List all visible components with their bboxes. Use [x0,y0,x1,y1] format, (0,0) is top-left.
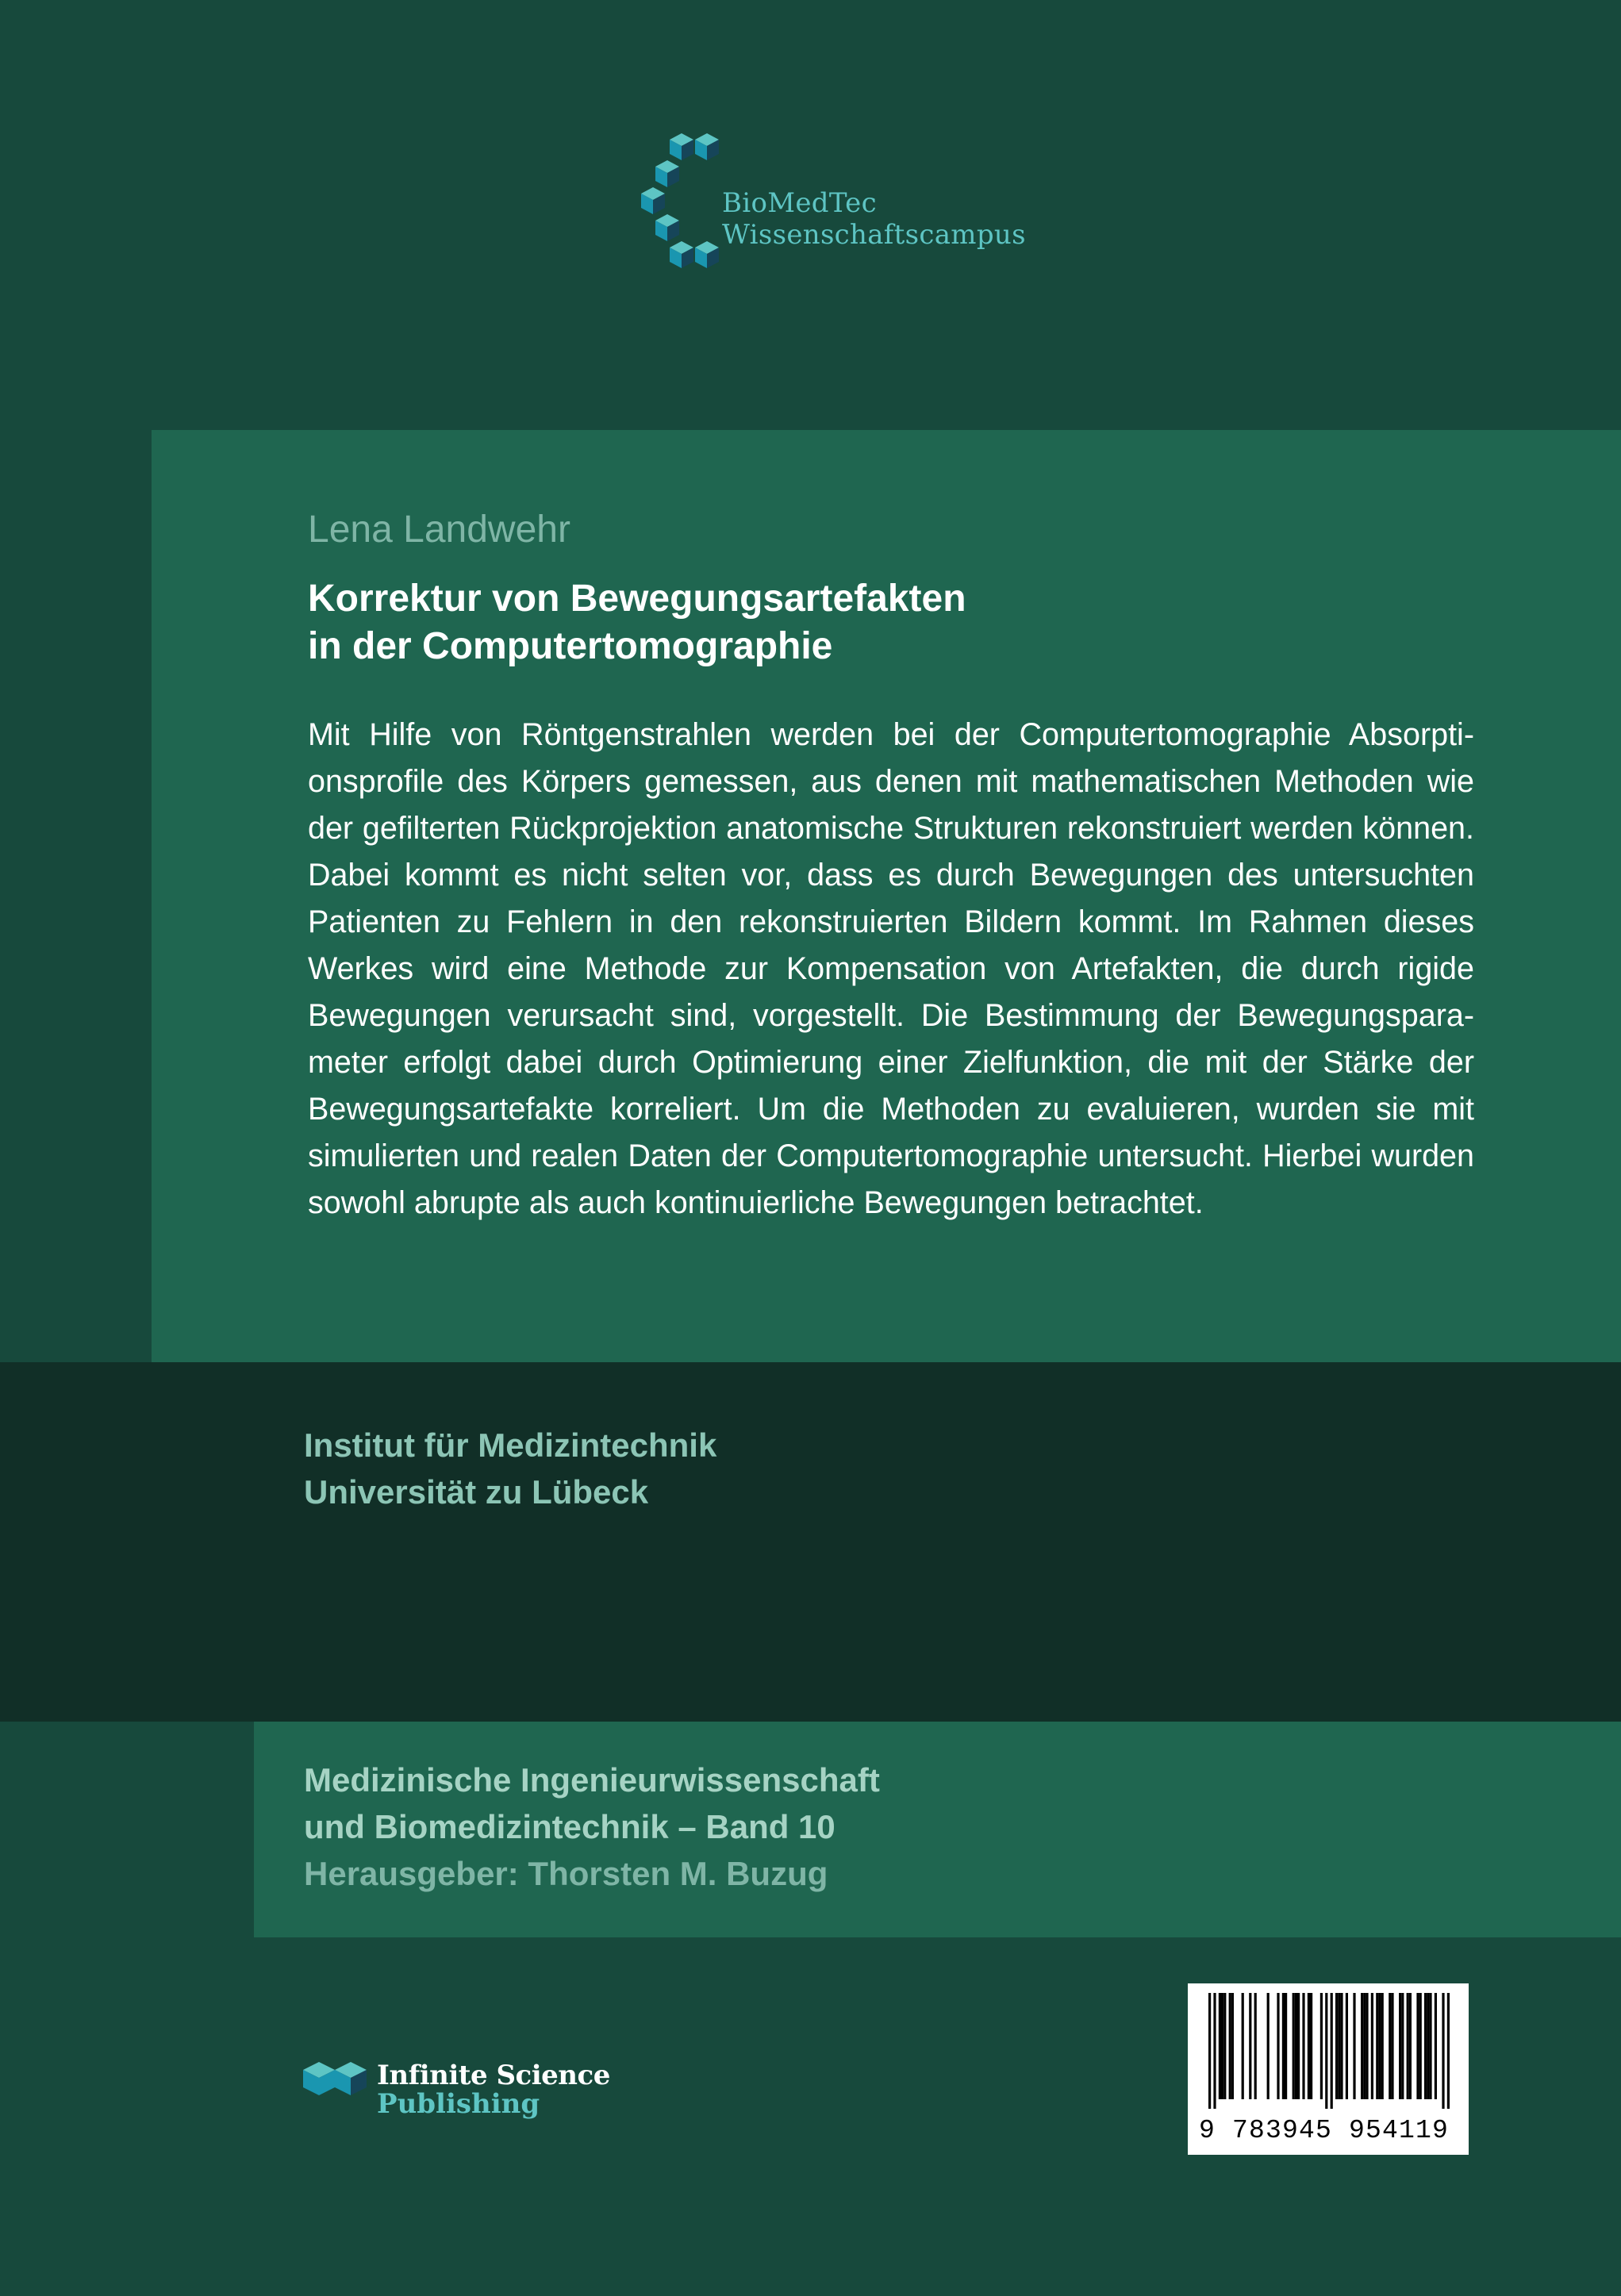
barcode-bar [1447,1993,1450,2109]
barcode-bar [1277,1993,1279,2099]
barcode-bar [1381,1993,1384,2099]
book-title [308,575,966,670]
barcode-bar [1435,1993,1437,2099]
barcode-bar [1229,1993,1231,2099]
barcode-bar [1282,1993,1285,2099]
barcode-bar [1221,1993,1223,2099]
barcode-bar [1208,1993,1211,2109]
institution-band [0,1362,1621,1722]
biomedtec-logo [638,132,1051,290]
barcode-bar [1346,1993,1348,2099]
publisher-logo [303,2059,636,2122]
barcode-bar [1371,1993,1373,2099]
infinite-science-mark-icon [303,2059,367,2100]
institution-line-2: Universität zu Lübeck [304,1473,649,1511]
barcode-bar [1302,1993,1304,2099]
barcode-bar [1378,1993,1381,2099]
isbn-barcode [1188,1983,1469,2155]
barcode-bar [1320,1993,1323,2099]
barcode-bar [1366,1993,1368,2099]
barcode-bar [1353,1993,1355,2099]
barcode-bar [1416,1993,1419,2099]
barcode-bar [1249,1993,1251,2099]
logo-cubes [641,133,719,268]
series-editor: Herausgeber: Thorsten M. Buzug [304,1855,828,1892]
biomedtec-campus-name: Wissenschaftscampus [722,219,1026,251]
institution [304,1422,716,1515]
publisher-name: Infinite Science [377,2060,610,2091]
barcode-bar [1338,1993,1340,2099]
biomedtec-wordmark [722,187,1026,251]
barcode-bar [1267,1993,1270,2099]
barcode-bar [1297,1993,1300,2099]
biomedtec-name: BioMedTec [722,187,877,219]
barcode-bar [1442,1993,1444,2109]
barcode-bar [1376,1993,1378,2099]
barcode-bar [1391,1993,1393,2099]
barcode-bar [1231,1993,1234,2099]
abstract-text: Mit Hilfe von Röntgenstrahlen werden bei der Computertomographie Absorptionsprofile des Körpers gemessen, aus denen mit mathematischen Methoden wie der gefilterten Rückprojektion anatomische Strukturen rekonstruiert werden können. Dabei kommt es nicht selten vor, dass es durch Bewegungen des untersuchten Patienten zu Fehlern in den rekonstruierten Bildern kommt. Im Rahmen dieses Werkes wird eine Methode zur Kompensation von Artefakten, die durch rigide Bewegungen verursacht sind, vorgestellt. Die Bestimmung der Bewegungsparameter erfolgt dabei durch Optimierung einer Zielfunktion, die mit der Stärke der Bewegungsartefakte korreliert. Um die Methoden zu evaluieren, wurden sie mit simulierten und realen Daten der Computertomographie untersucht. Hierbei wurden sowohl abrupte als auch kontinuierliche Bewegungen betrachtet. [308,717,1474,1220]
barcode-bar [1429,1993,1431,2099]
barcode-bar [1213,1993,1216,2109]
barcode-bar [1389,1993,1391,2099]
barcode-bar [1335,1993,1338,2099]
isbn-number: 9 783945 954119 [1199,2116,1450,2145]
barcode-bar [1399,1993,1401,2099]
barcode-bar [1409,1993,1412,2099]
barcode-bar [1295,1993,1297,2099]
barcode-bar [1325,1993,1327,2109]
barcode-bar [1427,1993,1429,2099]
barcode-bar [1363,1993,1366,2099]
barcode-bar [1407,1993,1409,2099]
barcode-bar [1285,1993,1287,2099]
barcode-bar [1419,1993,1422,2099]
author-name: Lena Landwehr [308,509,570,551]
barcode-bar [1310,1993,1312,2099]
barcode-bars [1197,1993,1459,2114]
institution-line-1: Institut für Medizintechnik [304,1426,717,1464]
barcode-bar [1340,1993,1343,2099]
barcode-bar [1254,1993,1257,2099]
title-line-2: in der Computertomographie [308,625,833,667]
barcode-bar [1242,1993,1244,2099]
barcode-bar [1219,1993,1221,2099]
barcode-bar [1293,1993,1295,2099]
barcode-bar [1424,1993,1427,2099]
barcode-bar [1223,1993,1226,2099]
series-line-2: und Biomedizintechnik – Band 10 [304,1808,835,1845]
series-info [304,1757,880,1897]
series-line-1: Medizinische Ingenieurwissenschaft [304,1761,880,1799]
barcode-bar [1331,1993,1333,2109]
barcode-bar [1361,1993,1363,2099]
publisher-subtitle: Publishing [377,2088,540,2120]
title-line-1: Korrektur von Bewegungsartefakten [308,578,966,620]
barcode-bar [1308,1993,1310,2099]
barcode-bar [1401,1993,1404,2099]
